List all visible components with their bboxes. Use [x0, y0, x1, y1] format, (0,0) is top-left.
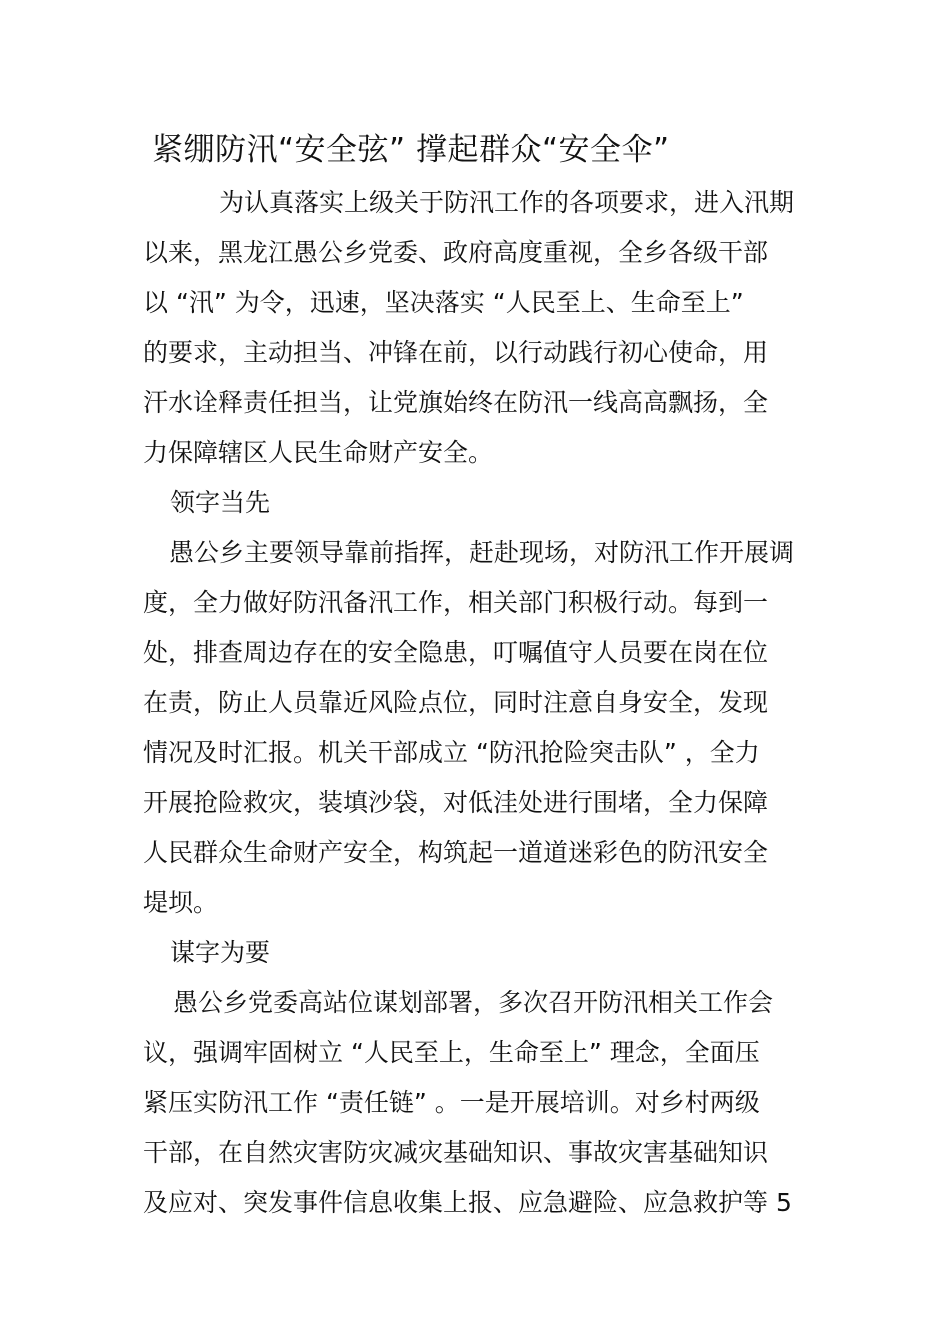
paragraph-3-line-4: 干部，在自然灾害防灾减灾基础知识、事故灾害基础知识 — [143, 1138, 769, 1167]
paragraph-1-line-6: 力保障辖区人民生命财产安全。 — [143, 438, 494, 467]
paragraph-2-line-8: 堤坝。 — [143, 888, 219, 917]
paragraph-3-line-2: 议，强调牢固树立 “人民至上，生命至上” 理念，全面压 — [143, 1038, 760, 1067]
section-heading-mouzi: 谋字为要 — [170, 938, 271, 967]
paragraph-1-line-1: 为认真落实上级关于防汛工作的各项要求，进入汛期 — [219, 188, 795, 217]
paragraph-2-line-6: 开展抢险救灾，装填沙袋，对低洼处进行围堵，全力保障 — [143, 788, 769, 817]
paragraph-3-line-5: 及应对、突发事件信息收集上报、应急避险、应急救护等 5 — [143, 1188, 792, 1217]
paragraph-2-line-5: 情况及时汇报。机关干部成立 “防汛抢险突击队” ，全力 — [143, 738, 760, 767]
section-heading-lingzi: 领字当先 — [170, 488, 271, 517]
paragraph-1-line-3: 以 “汛” 为令，迅速，坚决落实 “人民至上、生命至上” — [143, 288, 744, 317]
paragraph-3-line-3: 紧压实防汛工作 “责任链” 。一是开展培训。对乡村两级 — [143, 1088, 760, 1117]
paragraph-1-line-5: 汗水诠释责任担当，让党旗始终在防汛一线高高飘扬，全 — [143, 388, 769, 417]
document-title: 紧绷防汛“安全弦” 撑起群众“安全伞” — [152, 132, 670, 168]
paragraph-1-line-2: 以来，黑龙江愚公乡党委、政府高度重视，全乡各级干部 — [143, 238, 769, 267]
document-body — [143, 178, 813, 1228]
paragraph-3-line-1: 愚公乡党委高站位谋划部署，多次召开防汛相关工作会 — [173, 988, 774, 1017]
paragraph-2-line-3: 处，排查周边存在的安全隐患，叮嘱值守人员要在岗在位 — [143, 638, 769, 667]
paragraph-2-line-4: 在责，防止人员靠近风险点位，同时注意自身安全，发现 — [143, 688, 769, 717]
paragraph-1-line-4: 的要求，主动担当、冲锋在前，以行动践行初心使命，用 — [143, 338, 769, 367]
paragraph-2-line-1: 愚公乡主要领导靠前指挥，赶赴现场，对防汛工作开展调 — [169, 538, 795, 567]
paragraph-2-line-2: 度，全力做好防汛备汛工作，相关部门积极行动。每到一 — [143, 588, 769, 617]
paragraph-2-line-7: 人民群众生命财产安全，构筑起一道道迷彩色的防汛安全 — [143, 838, 769, 867]
